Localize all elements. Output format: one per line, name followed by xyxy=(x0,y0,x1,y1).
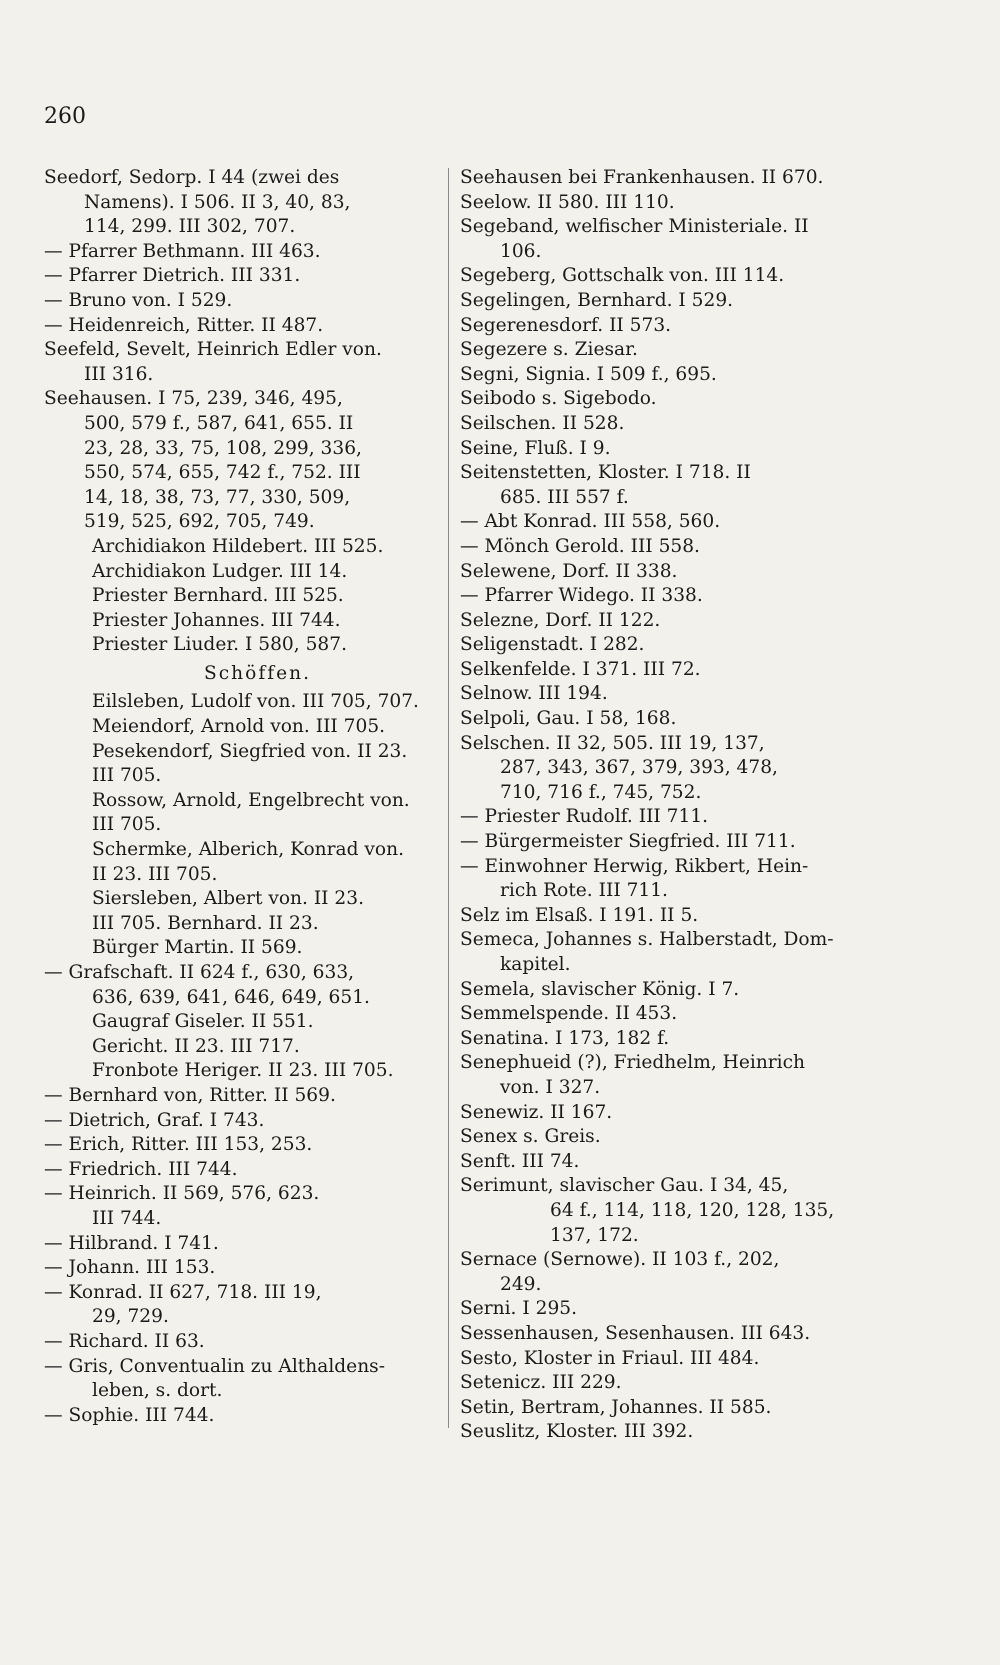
index-line: — Sophie. III 744. xyxy=(44,1404,215,1426)
index-line: leben, s. dort. xyxy=(92,1380,223,1402)
index-line: — Einwohner Herwig, Rikbert, Hein- xyxy=(460,855,809,877)
left-column xyxy=(44,166,436,1428)
index-line: III 316. xyxy=(84,363,154,385)
index-line: Rossow, Arnold, Engelbrecht von. xyxy=(92,789,410,811)
index-line: Senewiz. II 167. xyxy=(460,1101,613,1123)
index-line: Gericht. II 23. III 717. xyxy=(92,1035,300,1057)
index-line: Serimunt, slavischer Gau. I 34, 45, xyxy=(460,1175,789,1197)
index-line: — Dietrich, Graf. I 743. xyxy=(44,1109,265,1131)
index-line: Senft. III 74. xyxy=(460,1150,580,1172)
index-line: Seedorf, Sedorp. I 44 (zwei des xyxy=(44,167,340,188)
index-line: — Mönch Gerold. III 558. xyxy=(460,535,700,557)
index-line: Segerenesdorf. II 573. xyxy=(460,314,672,336)
index-line: Seehausen bei Frankenhausen. II 670. xyxy=(460,167,824,188)
index-line: — Priester Rudolf. III 711. xyxy=(460,806,709,828)
index-line: 500, 579 f., 587, 641, 655. II xyxy=(84,412,354,434)
index-line: 64 f., 114, 118, 120, 128, 135, xyxy=(550,1199,835,1221)
index-line: 710, 716 f., 745, 752. xyxy=(500,781,702,803)
index-line: — Erich, Ritter. III 153, 253. xyxy=(44,1134,313,1156)
section-heading: Schöffen. xyxy=(204,662,311,684)
index-line: Seitenstetten, Kloster. I 718. II xyxy=(460,462,751,484)
index-line: III 705. xyxy=(92,814,162,836)
index-line: Semela, slavischer König. I 7. xyxy=(460,978,740,1000)
index-line: Gaugraf Giseler. II 551. xyxy=(92,1011,314,1033)
index-line: III 705. Bernhard. II 23. xyxy=(92,912,319,934)
index-line: 287, 343, 367, 379, 393, 478, xyxy=(500,757,778,779)
index-line: Setenicz. III 229. xyxy=(460,1372,622,1394)
index-line: Seligenstadt. I 282. xyxy=(460,634,645,656)
index-line: Senephueid (?), Friedhelm, Heinrich xyxy=(460,1052,806,1074)
index-line: Seehausen. I 75, 239, 346, 495, xyxy=(44,388,343,410)
index-line: Archidiakon Hildebert. III 525. xyxy=(92,535,384,557)
index-line: 249. xyxy=(500,1273,542,1295)
index-line: Eilsleben, Ludolf von. III 705, 707. xyxy=(92,691,419,713)
index-line: Seelow. II 580. III 110. xyxy=(460,191,675,213)
index-line: Siersleben, Albert von. II 23. xyxy=(92,888,364,910)
index-line: Selkenfelde. I 371. III 72. xyxy=(460,658,701,680)
index-line: — Pfarrer Widego. II 338. xyxy=(460,585,703,607)
index-line: Seilschen. II 528. xyxy=(460,412,625,434)
index-line: Archidiakon Ludger. III 14. xyxy=(92,560,348,582)
index-line: Seibodo s. Sigebodo. xyxy=(460,388,657,410)
index-line: Selnow. III 194. xyxy=(460,683,608,705)
index-line: — Johann. III 153. xyxy=(44,1257,216,1279)
index-line: 114, 299. III 302, 707. xyxy=(84,216,296,238)
index-line: Segelingen, Bernhard. I 529. xyxy=(460,289,734,311)
index-line: 636, 639, 641, 646, 649, 651. xyxy=(92,986,370,1008)
index-line: Segeberg, Gottschalk von. III 114. xyxy=(460,265,785,287)
index-line: Meiendorf, Arnold von. III 705. xyxy=(92,716,386,738)
column-divider xyxy=(448,168,449,1428)
index-line: Selschen. II 32, 505. III 19, 137, xyxy=(460,732,765,754)
index-line: 519, 525, 692, 705, 749. xyxy=(84,511,315,533)
index-line: — Friedrich. III 744. xyxy=(44,1158,238,1180)
index-line: Priester Johannes. III 744. xyxy=(92,609,341,631)
index-line: Fronbote Heriger. II 23. III 705. xyxy=(92,1060,394,1082)
index-line: — Konrad. II 627, 718. III 19, xyxy=(44,1281,322,1303)
index-line: Pesekendorf, Siegfried von. II 23. xyxy=(92,740,408,762)
index-line: von. I 327. xyxy=(500,1076,601,1098)
index-line: Bürger Martin. II 569. xyxy=(92,937,303,959)
index-line: Setin, Bertram, Johannes. II 585. xyxy=(460,1396,772,1418)
index-line: — Pfarrer Bethmann. III 463. xyxy=(44,240,321,262)
index-line: Senatina. I 173, 182 f. xyxy=(460,1027,670,1049)
index-line: Semmelspende. II 453. xyxy=(460,1003,678,1025)
index-line: Sessenhausen, Sesenhausen. III 643. xyxy=(460,1322,811,1344)
index-line: — Grafschaft. II 624 f., 630, 633, xyxy=(44,962,355,983)
index-line: Semeca, Johannes s. Halberstadt, Dom- xyxy=(460,929,834,951)
index-line: Segezere s. Ziesar. xyxy=(460,339,638,361)
index-line: — Richard. II 63. xyxy=(44,1330,205,1352)
index-line: III 705. xyxy=(92,765,162,787)
index-line: 29, 729. xyxy=(92,1306,169,1328)
page-number: 260 xyxy=(44,104,86,129)
index-line: — Gris, Conventualin zu Althaldens- xyxy=(44,1355,385,1377)
index-line: — Bruno von. I 529. xyxy=(44,289,233,311)
index-line: Selpoli, Gau. I 58, 168. xyxy=(460,708,677,730)
index-line: — Pfarrer Dietrich. III 331. xyxy=(44,265,301,287)
index-line: — Bürgermeister Siegfried. III 711. xyxy=(460,831,796,853)
index-line: Seuslitz, Kloster. III 392. xyxy=(460,1421,694,1443)
index-line: III 744. xyxy=(92,1207,162,1229)
index-line: Selezne, Dorf. II 122. xyxy=(460,609,661,631)
index-line: kapitel. xyxy=(500,954,571,975)
index-line: Selz im Elsaß. I 191. II 5. xyxy=(460,904,699,926)
index-line: Serni. I 295. xyxy=(460,1298,578,1320)
index-line: Segni, Signia. I 509 f., 695. xyxy=(460,363,717,385)
index-line: 685. III 557 f. xyxy=(500,486,629,508)
index-line: — Hilbrand. I 741. xyxy=(44,1232,219,1254)
index-line: 14, 18, 38, 73, 77, 330, 509, xyxy=(84,486,351,508)
index-line: Sesto, Kloster in Friaul. III 484. xyxy=(460,1347,760,1369)
index-line: Seefeld, Sevelt, Heinrich Edler von. xyxy=(44,339,382,361)
index-line: 550, 574, 655, 742 f., 752. III xyxy=(84,462,361,484)
index-line: — Abt Konrad. III 558, 560. xyxy=(460,511,721,533)
right-column xyxy=(460,166,858,1445)
index-line: — Bernhard von, Ritter. II 569. xyxy=(44,1084,336,1106)
index-line: Priester Bernhard. III 525. xyxy=(92,585,344,607)
index-line: — Heidenreich, Ritter. II 487. xyxy=(44,314,324,336)
index-line: 23, 28, 33, 75, 108, 299, 336, xyxy=(84,437,362,459)
index-line: Segeband, welfischer Ministeriale. II xyxy=(460,216,809,238)
index-line: — Heinrich. II 569, 576, 623. xyxy=(44,1183,320,1205)
index-line: Namens). I 506. II 3, 40, 83, xyxy=(84,191,351,213)
index-line: Sernace (Sernowe). II 103 f., 202, xyxy=(460,1249,780,1271)
index-line: Senex s. Greis. xyxy=(460,1126,601,1148)
index-line: II 23. III 705. xyxy=(92,863,218,885)
index-line: 137, 172. xyxy=(550,1224,639,1246)
index-line: rich Rote. III 711. xyxy=(500,880,668,902)
index-line: 106. xyxy=(500,240,542,262)
index-line: Selewene, Dorf. II 338. xyxy=(460,560,678,582)
index-line: Schermke, Alberich, Konrad von. xyxy=(92,839,404,861)
index-line: Seine, Fluß. I 9. xyxy=(460,437,611,459)
index-line: Priester Liuder. I 580, 587. xyxy=(92,634,347,656)
